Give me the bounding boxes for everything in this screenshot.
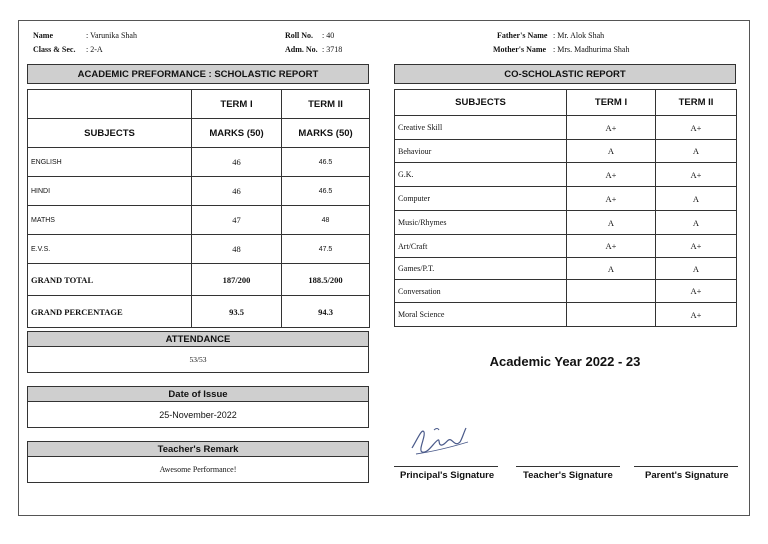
grand-pct-t2: 94.3 — [282, 296, 370, 328]
student-class-row — [33, 45, 103, 54]
table-row — [28, 235, 370, 264]
principal-signature-label: Principal's Signature — [400, 470, 495, 481]
name-label: Name — [33, 31, 53, 40]
grand-total-row — [28, 264, 370, 296]
cs-term1-grade — [567, 303, 656, 327]
cs-subject: Conversation — [395, 280, 567, 303]
marks1-header: MARKS (50) — [192, 119, 282, 148]
principal-signature-line — [394, 466, 498, 467]
cs-subject: Games/P.T. — [395, 258, 567, 280]
cs-term2-grade: A — [656, 187, 737, 211]
name-value: : Varunika Shah — [86, 31, 137, 40]
cs-subject: G.K. — [395, 163, 567, 187]
term1-mark: 46 — [192, 177, 282, 206]
grand-percentage-row — [28, 296, 370, 328]
table-row — [28, 177, 370, 206]
subject-name: E.V.S. — [28, 235, 192, 264]
teacher-remark-title: Teacher's Remark — [27, 441, 369, 457]
father-row — [497, 31, 605, 40]
table-row — [28, 148, 370, 177]
cs-term1-grade — [567, 280, 656, 303]
class-value: : 2-A — [86, 45, 103, 54]
parent-signature-label: Parent's Signature — [645, 470, 729, 481]
adm-label: Adm. No. — [285, 45, 318, 54]
grand-total-label: GRAND TOTAL — [28, 264, 192, 296]
table-row — [395, 163, 737, 187]
coscholastic-table — [394, 89, 737, 327]
cs-term1-grade: A+ — [567, 235, 656, 258]
scholastic-table — [27, 89, 370, 328]
class-label: Class & Sec. — [33, 45, 76, 54]
table-row — [395, 140, 737, 163]
grand-pct-label: GRAND PERCENTAGE — [28, 296, 192, 328]
cs-term2-grade: A+ — [656, 163, 737, 187]
principal-signature-mark — [404, 418, 474, 458]
student-name-row — [33, 31, 137, 40]
table-row — [395, 187, 737, 211]
subject-name: ENGLISH — [28, 148, 192, 177]
table-row — [395, 280, 737, 303]
mother-label: Mother's Name — [493, 45, 547, 54]
cs-term2-grade: A+ — [656, 116, 737, 140]
cs-subject: Art/Craft — [395, 235, 567, 258]
roll-row — [285, 31, 335, 40]
cs-subject: Behaviour — [395, 140, 567, 163]
cs-term1-grade: A+ — [567, 116, 656, 140]
cs-term1-grade: A — [567, 258, 656, 280]
attendance-value: 53/53 — [27, 347, 369, 373]
adm-row — [285, 45, 343, 54]
academic-year: Academic Year 2022 - 23 — [489, 354, 641, 369]
term1-mark: 47 — [192, 206, 282, 235]
teacher-signature-label: Teacher's Signature — [523, 470, 613, 481]
table-row — [395, 235, 737, 258]
cs-term2-grade: A — [656, 211, 737, 235]
cs-term2-grade: A+ — [656, 235, 737, 258]
cs-term2-grade: A+ — [656, 280, 737, 303]
cs-term1-grade: A — [567, 140, 656, 163]
subjects-header: SUBJECTS — [28, 119, 192, 148]
term1-header: TERM I — [192, 90, 282, 119]
table-row — [395, 116, 737, 140]
subject-name: MATHS — [28, 206, 192, 235]
term2-header: TERM II — [282, 90, 370, 119]
coscholastic-title: CO-SCHOLASTIC REPORT — [394, 64, 736, 84]
cs-term1-grade: A — [567, 211, 656, 235]
cs-term2-header: TERM II — [656, 90, 737, 116]
scholastic-term-row — [28, 90, 370, 119]
table-row — [395, 211, 737, 235]
attendance-title: ATTENDANCE — [27, 331, 369, 347]
teacher-signature-line — [516, 466, 620, 467]
date-of-issue-value: 25-November-2022 — [27, 402, 369, 428]
scholastic-title: ACADEMIC PREFORMANCE : SCHOLASTIC REPORT — [27, 64, 369, 84]
grand-total-t2: 188.5/200 — [282, 264, 370, 296]
cs-subject: Computer — [395, 187, 567, 211]
cs-term2-grade: A+ — [656, 303, 737, 327]
term2-mark: 48 — [282, 206, 370, 235]
term2-mark: 46.5 — [282, 177, 370, 206]
roll-value: : 40 — [322, 31, 335, 40]
cs-term1-grade: A+ — [567, 187, 656, 211]
marks2-header: MARKS (50) — [282, 119, 370, 148]
cs-subject: Moral Science — [395, 303, 567, 327]
scholastic-marks-row — [28, 119, 370, 148]
cs-subject: Creative Skill — [395, 116, 567, 140]
adm-value: : 3718 — [322, 45, 343, 54]
cs-term2-grade: A — [656, 140, 737, 163]
mother-row — [493, 45, 630, 54]
cs-term1-grade: A+ — [567, 163, 656, 187]
cs-term1-header: TERM I — [567, 90, 656, 116]
term1-mark: 48 — [192, 235, 282, 264]
term2-mark: 46.5 — [282, 148, 370, 177]
grand-pct-t1: 93.5 — [192, 296, 282, 328]
date-of-issue-title: Date of Issue — [27, 386, 369, 402]
empty-header-cell — [28, 90, 192, 119]
mother-value: : Mrs. Madhurima Shah — [553, 45, 630, 54]
cs-subject: Music/Rhymes — [395, 211, 567, 235]
father-label: Father's Name — [497, 31, 548, 40]
grand-total-t1: 187/200 — [192, 264, 282, 296]
term1-mark: 46 — [192, 148, 282, 177]
teacher-remark-value: Awesome Performance! — [27, 457, 369, 483]
coscholastic-header-row — [395, 90, 737, 116]
roll-label: Roll No. — [285, 31, 313, 40]
table-row — [28, 206, 370, 235]
term2-mark: 47.5 — [282, 235, 370, 264]
father-value: : Mr. Alok Shah — [553, 31, 605, 40]
cs-term2-grade: A — [656, 258, 737, 280]
parent-signature-line — [634, 466, 738, 467]
table-row — [395, 258, 737, 280]
table-row — [395, 303, 737, 327]
cs-subjects-header: SUBJECTS — [395, 90, 567, 116]
subject-name: HINDI — [28, 177, 192, 206]
